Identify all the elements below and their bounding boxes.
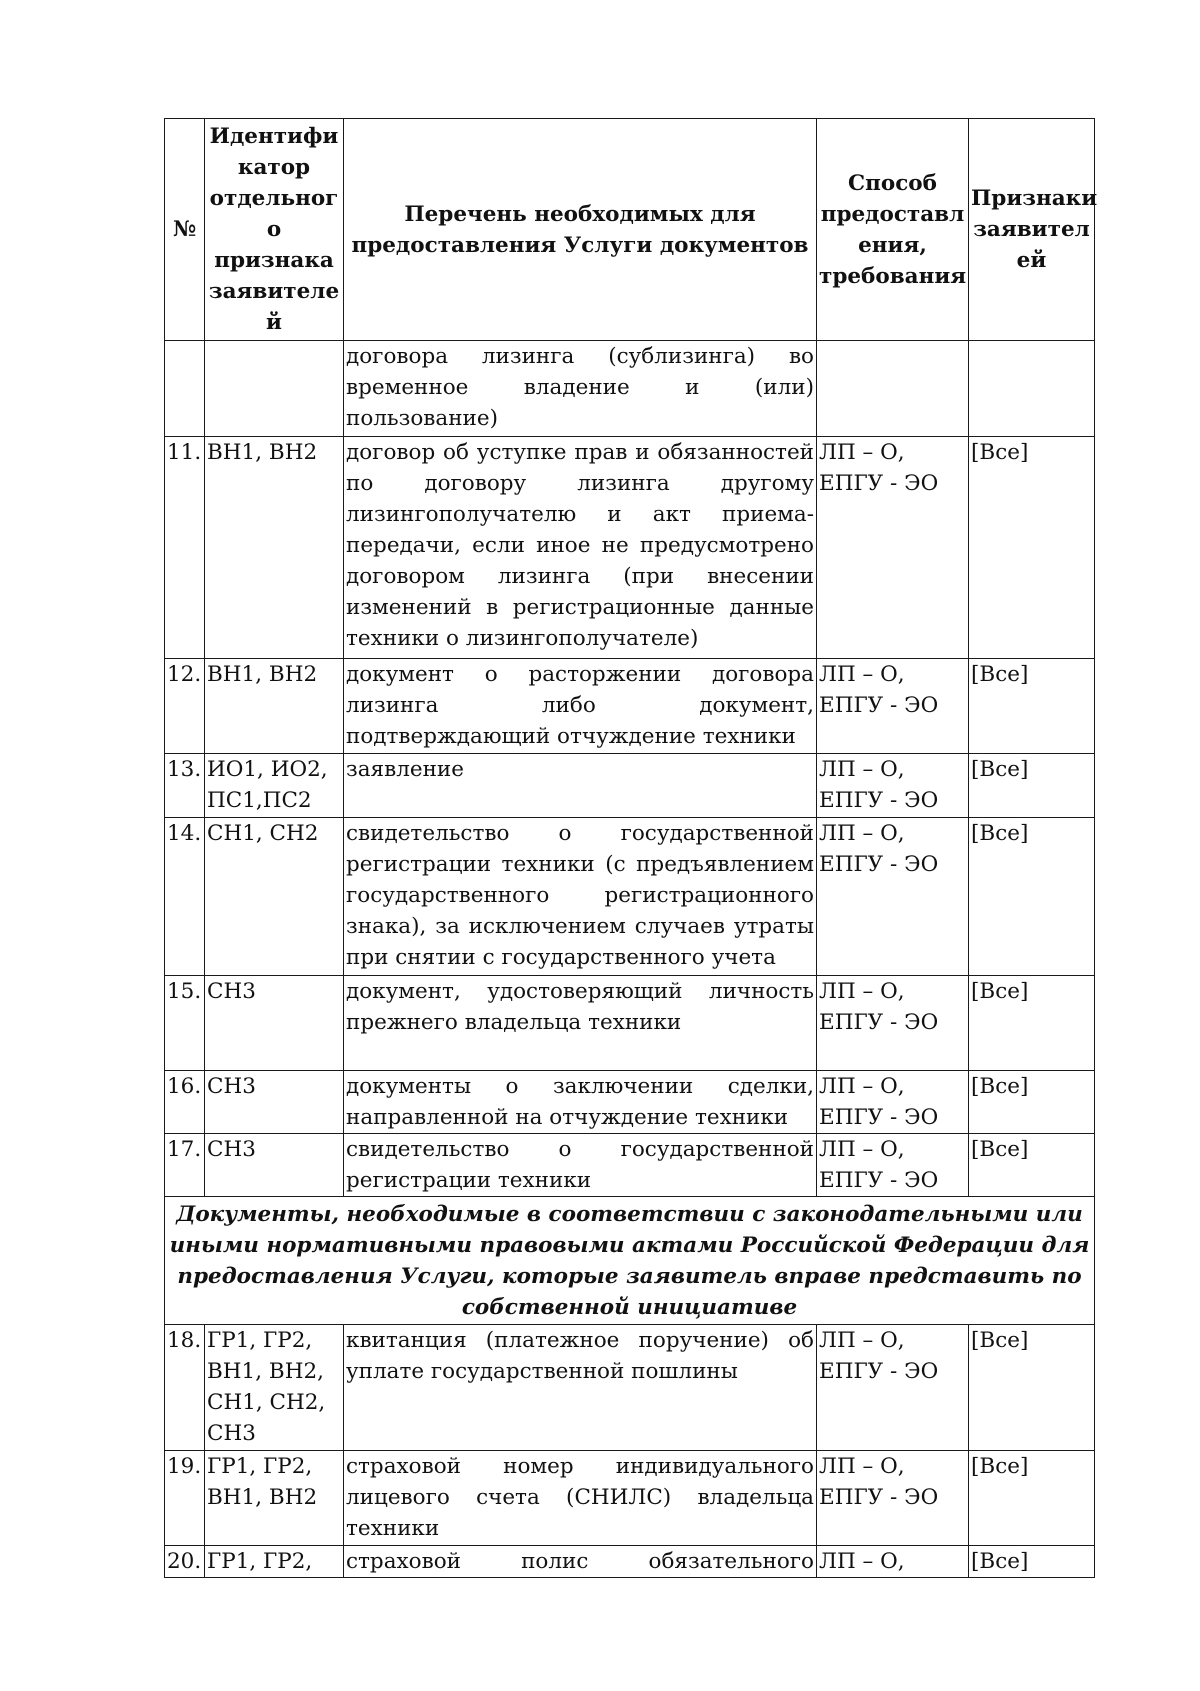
table-row [165, 659, 1095, 754]
table-row [165, 1546, 1095, 1578]
row-signs: [Все] [969, 1546, 1095, 1578]
row-method: ЛП – О, ЕПГУ - ЭО [817, 1134, 969, 1197]
row-signs: [Все] [969, 818, 1095, 976]
row-identifiers [205, 341, 344, 437]
row-number: 14. [165, 818, 205, 976]
table-row [165, 1451, 1095, 1546]
row-signs: [Все] [969, 437, 1095, 659]
table-row [165, 1325, 1095, 1451]
header-documents-list: Перечень необходимых для предоставления Услуги документов [344, 119, 817, 341]
table-row [165, 1134, 1095, 1197]
row-identifiers: СН3 [205, 1071, 344, 1134]
row-document: страховой полис обязательного [344, 1546, 817, 1578]
row-identifiers: ВН1, ВН2 [205, 437, 344, 659]
row-signs [969, 341, 1095, 437]
documents-table [164, 118, 1098, 1578]
row-identifiers: СН3 [205, 976, 344, 1071]
header-method: Способ предоставл ения, требования [817, 119, 969, 341]
row-signs: [Все] [969, 1451, 1095, 1546]
row-number: 20. [165, 1546, 205, 1578]
row-method: ЛП – О, ЕПГУ - ЭО [817, 976, 969, 1071]
row-identifiers: ГР1, ГР2, ВН1, ВН2 [205, 1451, 344, 1546]
row-identifiers: СН3 [205, 1134, 344, 1197]
table-row [165, 818, 1095, 976]
row-document: документ, удостоверяющий личность прежнего владельца техники [344, 976, 817, 1071]
row-number: 15. [165, 976, 205, 1071]
table-row [165, 341, 1095, 437]
row-signs: [Все] [969, 976, 1095, 1071]
row-document: свидетельство о государственной регистрации техники [344, 1134, 817, 1197]
header-applicant-signs: Признаки заявител ей [969, 119, 1095, 341]
row-signs: [Все] [969, 1134, 1095, 1197]
row-signs: [Все] [969, 1071, 1095, 1134]
row-method: ЛП – О, ЕПГУ - ЭО [817, 437, 969, 659]
row-number: 19. [165, 1451, 205, 1546]
row-identifiers: ГР1, ГР2, ВН1, ВН2, СН1, СН2, СН3 [205, 1325, 344, 1451]
row-signs: [Все] [969, 1325, 1095, 1451]
row-method: ЛП – О, ЕПГУ - ЭО [817, 754, 969, 818]
row-number: 13. [165, 754, 205, 818]
table-row [165, 1071, 1095, 1134]
row-method: ЛП – О, ЕПГУ - ЭО [817, 1071, 969, 1134]
row-number: 11. [165, 437, 205, 659]
row-document: свидетельство о государственной регистрации техники (с предъявлением государственного регистрационного знака), за исключением случаев утраты при снятии с государственного учета [344, 818, 817, 976]
row-number [165, 341, 205, 437]
row-signs: [Все] [969, 754, 1095, 818]
row-identifiers: ВН1, ВН2 [205, 659, 344, 754]
row-document: заявление [344, 754, 817, 818]
row-document: страховой номер индивидуального лицевого счета (СНИЛС) владельца техники [344, 1451, 817, 1546]
row-number: 16. [165, 1071, 205, 1134]
row-method [817, 341, 969, 437]
row-document: договора лизинга (сублизинга) во временное владение и (или) пользование) [344, 341, 817, 437]
header-identifier: Идентифи катор отдельног о признака заявителе й [205, 119, 344, 341]
row-number: 17. [165, 1134, 205, 1197]
row-method: ЛП – О, ЕПГУ - ЭО [817, 818, 969, 976]
row-identifiers: СН1, СН2 [205, 818, 344, 976]
header-number: № [165, 119, 205, 341]
row-document: документ о расторжении договора лизинга либо документ, подтверждающий отчуждение техники [344, 659, 817, 754]
table-header-row [165, 119, 1095, 341]
row-number: 18. [165, 1325, 205, 1451]
row-method: ЛП – О, ЕПГУ - ЭО [817, 1325, 969, 1451]
table-row [165, 976, 1095, 1071]
section-header-row [165, 1197, 1095, 1325]
table-row [165, 754, 1095, 818]
row-document: документы о заключении сделки, направленной на отчуждение техники [344, 1071, 817, 1134]
row-number: 12. [165, 659, 205, 754]
row-method: ЛП – О, [817, 1546, 969, 1578]
row-signs: [Все] [969, 659, 1095, 754]
row-identifiers: ИО1, ИО2, ПС1,ПС2 [205, 754, 344, 818]
section-title: Документы, необходимые в соответствии с законодательными или иными нормативными правовыми актами Российской Федерации для предоставления Услуги, которые заявитель вправе представить по собственной инициативе [165, 1197, 1095, 1325]
table-row [165, 437, 1095, 659]
row-method: ЛП – О, ЕПГУ - ЭО [817, 659, 969, 754]
row-document: договор об уступке прав и обязанностей по договору лизинга другому лизингополучателю и акт приема-передачи, если иное не предусмотрено договором лизинга (при внесении изменений в регистрационные данные техники о лизингополучателе) [344, 437, 817, 659]
row-method: ЛП – О, ЕПГУ - ЭО [817, 1451, 969, 1546]
row-identifiers: ГР1, ГР2, [205, 1546, 344, 1578]
row-document: квитанция (платежное поручение) об уплате государственной пошлины [344, 1325, 817, 1451]
